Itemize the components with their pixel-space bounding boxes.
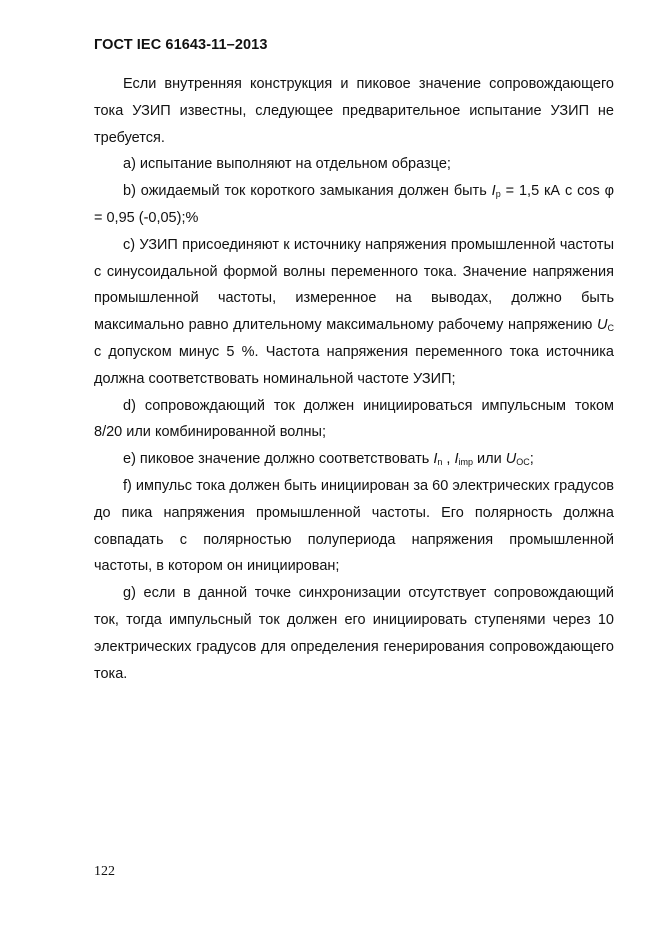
paragraph-item-d: d) сопровождающий ток должен инициироваться импульсным током 8/20 или комбинированной волны; [94,397,614,441]
separator-or: или [473,451,506,468]
impulse-current-subscript: imp [458,457,473,468]
item-e-text: e) пиковое значение должно соответствовать [123,451,434,468]
item-c-text: c) УЗИП присоединяют к источнику напряжения промышленной частоты с синусоидальной формой волны переменного тока. Значение напряжения промышленной частоты, измеренное на выводах, должно быть максимально равно длительному максимальному рабочему напряжению [94,236,614,334]
paragraph-item-e [94,446,614,473]
impulse-current-symbol: I [454,451,459,468]
document-header: ГОСТ IEC 61643-11–2013 [94,37,268,53]
item-c-text-rest: с допуском минус 5 %. Частота напряжения переменного тока источника должна соответствовать номинальной частоте УЗИП; [94,343,614,387]
voltage-symbol: U [597,317,608,334]
paragraph-intro: Если внутренняя конструкция и пиковое значение сопровождающего тока УЗИП известны, следующее предварительное испытание УЗИП не требуется. [94,76,614,146]
nominal-current-subscript: n [437,457,443,468]
document-body [94,71,614,687]
paragraph-item-f: f) импульс тока должен быть инициирован за 60 электрических градусов до пика напряжения промышленной частоты. Его полярность должна совпадать с полярностью полупериода напряжения промышленной частоты, в котором он инициирован; [94,477,614,575]
current-symbol: I [491,183,496,200]
page-number: 122 [94,864,115,879]
paragraph-item-b [94,178,614,232]
paragraph-item-c [94,232,614,393]
paragraph-item-a: a) испытание выполняют на отдельном образце; [123,156,451,173]
paragraph-item-g: g) если в данной точке синхронизации отсутствует сопровождающий ток, тогда импульсный ток должен его инициировать ступенями через 10 электрических градусов для определения генерирования сопровождающего тока. [94,585,614,682]
nominal-current-symbol: I [433,451,438,468]
separator-comma: , [442,451,455,468]
item-b-text: b) ожидаемый ток короткого замыкания должен быть [123,183,492,200]
open-circuit-voltage-subscript: OC [516,457,530,468]
voltage-subscript: C [607,323,614,334]
current-subscript: p [495,189,501,200]
open-circuit-voltage-symbol: U [505,451,517,468]
item-e-text-rest: ; [529,451,534,468]
item-b-text-rest: = 1,5 кА с cos φ = 0,95 (-0,05);% [94,183,614,226]
